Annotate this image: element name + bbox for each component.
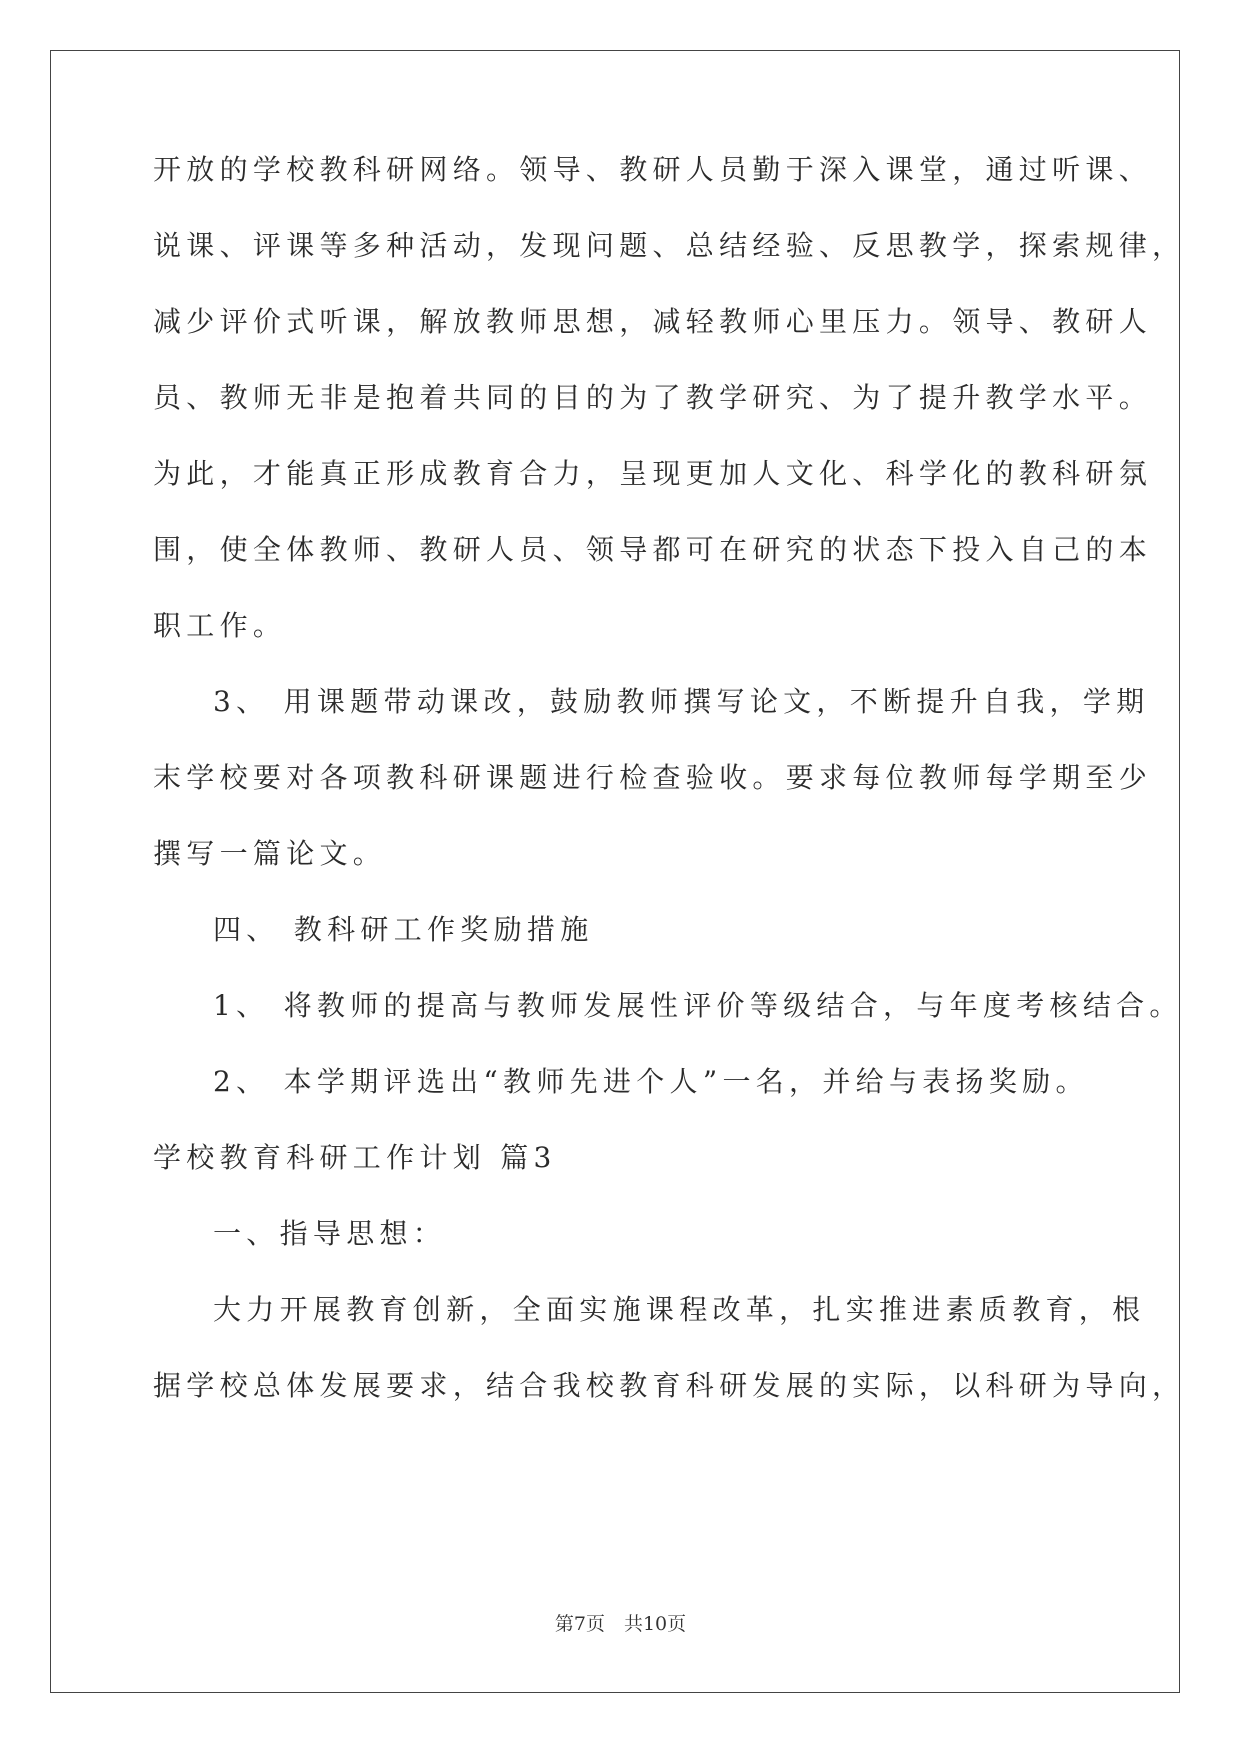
text-line: 员、教师无非是抱着共同的目的为了教学研究、为了提升教学水平。 (153, 381, 1153, 414)
list-item: 2、 本学期评选出“教师先进个人”一名，并给与表扬奖励。 (213, 1065, 1089, 1098)
list-item: 1、 将教师的提高与教师发展性评价等级结合，与年度考核结合。 (213, 989, 1183, 1022)
text-line: 职工作。 (153, 609, 287, 642)
section-heading: 一、指导思想： (213, 1217, 447, 1250)
text-line: 撰写一篇论文。 (153, 837, 387, 870)
text-line: 大力开展教育创新，全面实施课程改革，扎实推进素质教育，根 (213, 1293, 1146, 1326)
text-line: 据学校总体发展要求，结合我校教育科研发展的实际，以科研为导向， (153, 1369, 1186, 1402)
section-title: 学校教育科研工作计划 篇3 (153, 1141, 557, 1174)
text-line: 减少评价式听课，解放教师思想，减轻教师心里压力。领导、教研人 (153, 305, 1153, 338)
text-line: 开放的学校教科研网络。领导、教研人员勤于深入课堂，通过听课、 (153, 153, 1153, 186)
text-line: 为此，才能真正形成教育合力，呈现更加人文化、科学化的教科研氛 (153, 457, 1153, 490)
text-line: 说课、评课等多种活动，发现问题、总结经验、反思教学，探索规律， (153, 229, 1186, 262)
section-heading: 四、 教科研工作奖励措施 (213, 913, 594, 946)
page-number: 第7页 共10页 (554, 1613, 687, 1635)
text-line: 围，使全体教师、教研人员、领导都可在研究的状态下投入自己的本 (153, 533, 1153, 566)
text-line: 末学校要对各项教科研课题进行检查验收。要求每位教师每学期至少 (153, 761, 1153, 794)
list-item: 3、 用课题带动课改，鼓励教师撰写论文，不断提升自我，学期 (213, 685, 1150, 718)
